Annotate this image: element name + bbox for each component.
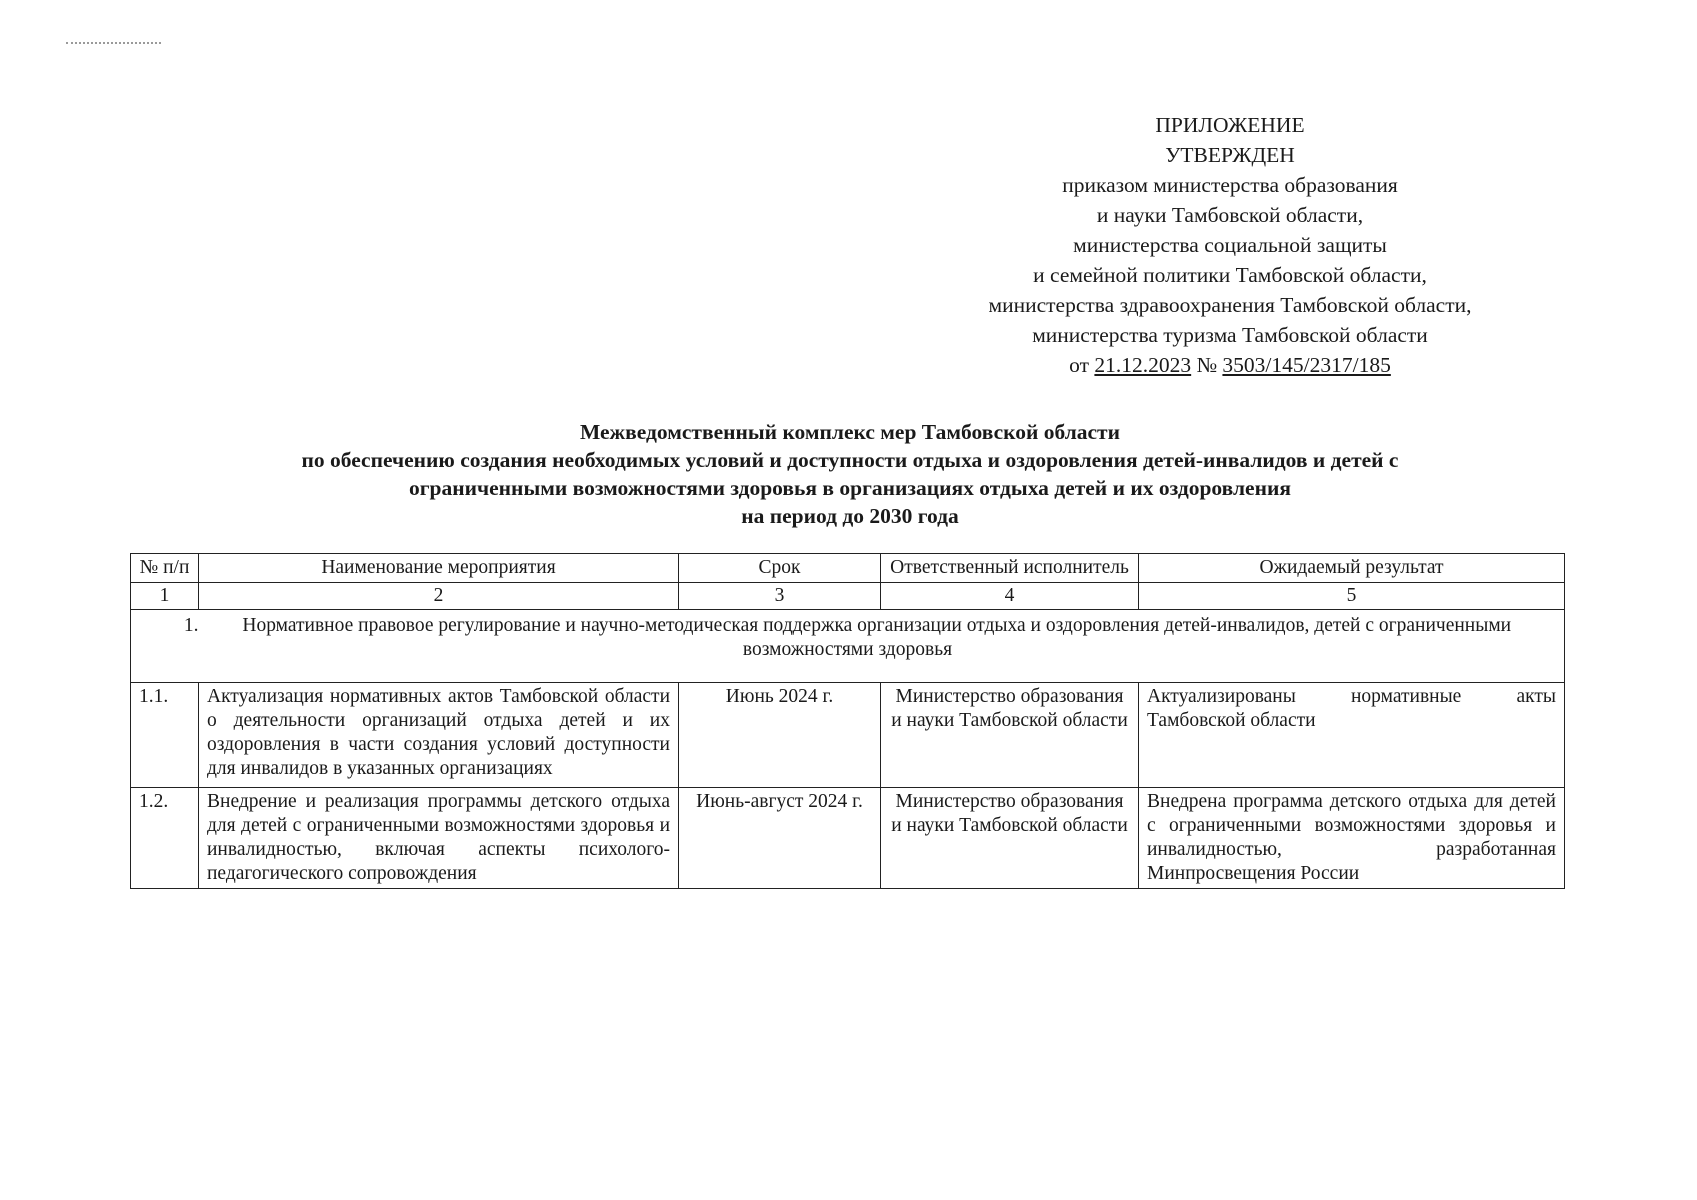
header-line: министерства туризма Тамбовской области: [1032, 323, 1428, 347]
header-name: Наименование мероприятия: [199, 554, 679, 583]
order-number: 3503/145/2317/185: [1222, 353, 1391, 377]
section-row: [131, 610, 1565, 683]
row-measure-name: Актуализация нормативных актов Тамбовской области о деятельности организаций отдыха детей и их оздоровления в части создания условий доступности для инвалидов в указанных организациях: [199, 683, 679, 788]
order-date-line: [905, 350, 1555, 380]
row-term: Июнь-август 2024 г.: [679, 788, 881, 889]
row-measure-name: Внедрение и реализация программы детского отдыха для детей с ограниченными возможностями здоровья и инвалидностью, включая аспекты психолого-педагогического сопровождения: [199, 788, 679, 889]
header-line: и науки Тамбовской области,: [1096, 203, 1364, 227]
approval-header: [905, 110, 1555, 380]
number-sign: №: [1196, 353, 1218, 377]
header-line: УТВЕРЖДЕН: [1165, 143, 1295, 167]
column-number: 4: [881, 583, 1139, 610]
column-number: 1: [131, 583, 199, 610]
header-line: и семейной политики Тамбовской области,: [1033, 263, 1427, 287]
row-executor: Министерство образования и науки Тамбовской области: [881, 788, 1139, 889]
header-num: № п/п: [131, 554, 199, 583]
header-line: ПРИЛОЖЕНИЕ: [1155, 113, 1305, 137]
title-line: по обеспечению создания необходимых условий и доступности отдыха и оздоровления детей-инвалидов и детей с: [301, 448, 1399, 472]
row-result: Внедрена программа детского отдыха для детей с ограниченными возможностями здоровья и инвалидностью, разработанная Минпросвещения России: [1139, 788, 1565, 889]
date-prefix: от: [1069, 353, 1090, 377]
column-number-row: [131, 583, 1565, 610]
section-number: 1.: [183, 615, 199, 636]
column-number: 2: [199, 583, 679, 610]
document-title: [150, 418, 1550, 530]
section-heading: [131, 610, 1565, 683]
column-number: 5: [1139, 583, 1565, 610]
table-header-row: [131, 554, 1565, 583]
order-date: 21.12.2023: [1094, 353, 1192, 377]
measures-table: [130, 553, 1565, 889]
header-result: Ожидаемый результат: [1139, 554, 1565, 583]
scan-artifact: [66, 42, 161, 46]
table-row: [131, 788, 1565, 889]
row-number: 1.1.: [131, 683, 199, 788]
header-line: министерства здравоохранения Тамбовской области,: [988, 293, 1472, 317]
section-title: Нормативное правовое регулирование и научно-методическая поддержка организации отдыха и оздоровления детей-инвалидов, детей с ограниченными возможностями здоровья: [242, 615, 1512, 660]
row-executor: Министерство образования и науки Тамбовской области: [881, 683, 1139, 788]
title-line: на период до 2030 года: [741, 504, 959, 528]
title-line: Межведомственный комплекс мер Тамбовской области: [579, 420, 1120, 444]
header-term: Срок: [679, 554, 881, 583]
row-result: Актуализированы нормативные акты Тамбовской области: [1139, 683, 1565, 788]
header-line: приказом министерства образования: [1062, 173, 1398, 197]
header-line: министерства социальной защиты: [1073, 233, 1387, 257]
row-number: 1.2.: [131, 788, 199, 889]
column-number: 3: [679, 583, 881, 610]
title-line: ограниченными возможностями здоровья в организациях отдыха детей и их оздоровления: [409, 476, 1291, 500]
table-row: [131, 683, 1565, 788]
row-term: Июнь 2024 г.: [679, 683, 881, 788]
header-executor: Ответственный исполнитель: [881, 554, 1139, 583]
